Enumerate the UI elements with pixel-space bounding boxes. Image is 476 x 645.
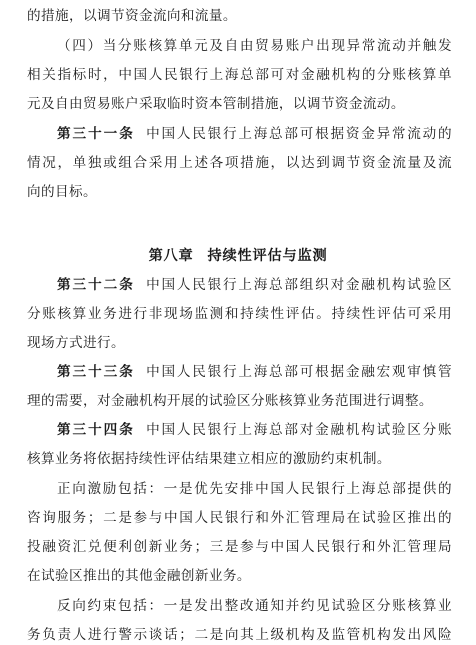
text-line: 核算业务将依据持续性评估结果建立相应的激励约束机制。 — [27, 451, 391, 467]
text-line: 分账核算业务进行非现场监测和持续性评估。持续性评估可采用 — [27, 306, 452, 322]
text-line: （四）当分账核算单元及自由贸易账户出现异常流动并触发 — [57, 38, 452, 54]
text-line: 咨询服务；二是参与中国人民银行和外汇管理局在试验区推出的 — [27, 510, 452, 526]
article-text: 中国人民银行上海总部组织对金融机构试验区 — [144, 277, 453, 293]
text-line: 向的目标。 — [27, 184, 97, 200]
article-number: 第三十四条 — [57, 422, 135, 438]
text-line: 相关指标时，中国人民银行上海总部可对金融机构的分账核算单 — [27, 67, 452, 83]
article-paragraph — [57, 275, 452, 295]
chapter-heading — [0, 246, 476, 266]
article-number: 第三十二条 — [57, 277, 135, 293]
text-line: 情况，单独或组合采用上述各项措施，以达到调节资金流量及流 — [27, 155, 452, 171]
chapter-title: 持续性评估与监测 — [207, 248, 328, 264]
text-line: 务负责人进行警示谈话；二是向其上级机构及监管机构发出风险 — [27, 627, 452, 643]
article-paragraph — [57, 124, 452, 144]
article-number: 第三十一条 — [57, 126, 135, 142]
article-text: 中国人民银行上海总部可根据金融宏观审慎管 — [144, 364, 453, 380]
text-line: 的措施，以调节资金流向和流量。 — [27, 8, 237, 24]
text-line: 理的需要，对金融机构开展的试验区分账核算业务范围进行调整。 — [27, 393, 433, 409]
article-paragraph — [57, 362, 452, 382]
article-text: 中国人民银行上海总部对金融机构试验区分账 — [144, 422, 453, 438]
text-line: 在试验区推出的其他金融创新业务。 — [27, 568, 251, 584]
text-line: 投融资汇兑便利创新业务；三是参与中国人民银行和外汇管理局 — [27, 539, 452, 555]
text-line: 正向激励包括：一是优先安排中国人民银行上海总部提供的 — [57, 481, 452, 497]
text-line: 元及自由贸易账户采取临时资本管制措施，以调节资金流动。 — [27, 96, 405, 112]
article-number: 第三十三条 — [57, 364, 135, 380]
text-line: 反向约束包括：一是发出整改通知并约见试验区分账核算业 — [57, 598, 452, 614]
article-text: 中国人民银行上海总部可根据资金异常流动的 — [144, 126, 453, 142]
article-paragraph — [57, 420, 452, 440]
chapter-number: 第八章 — [148, 248, 194, 264]
text-line: 现场方式进行。 — [27, 335, 125, 351]
